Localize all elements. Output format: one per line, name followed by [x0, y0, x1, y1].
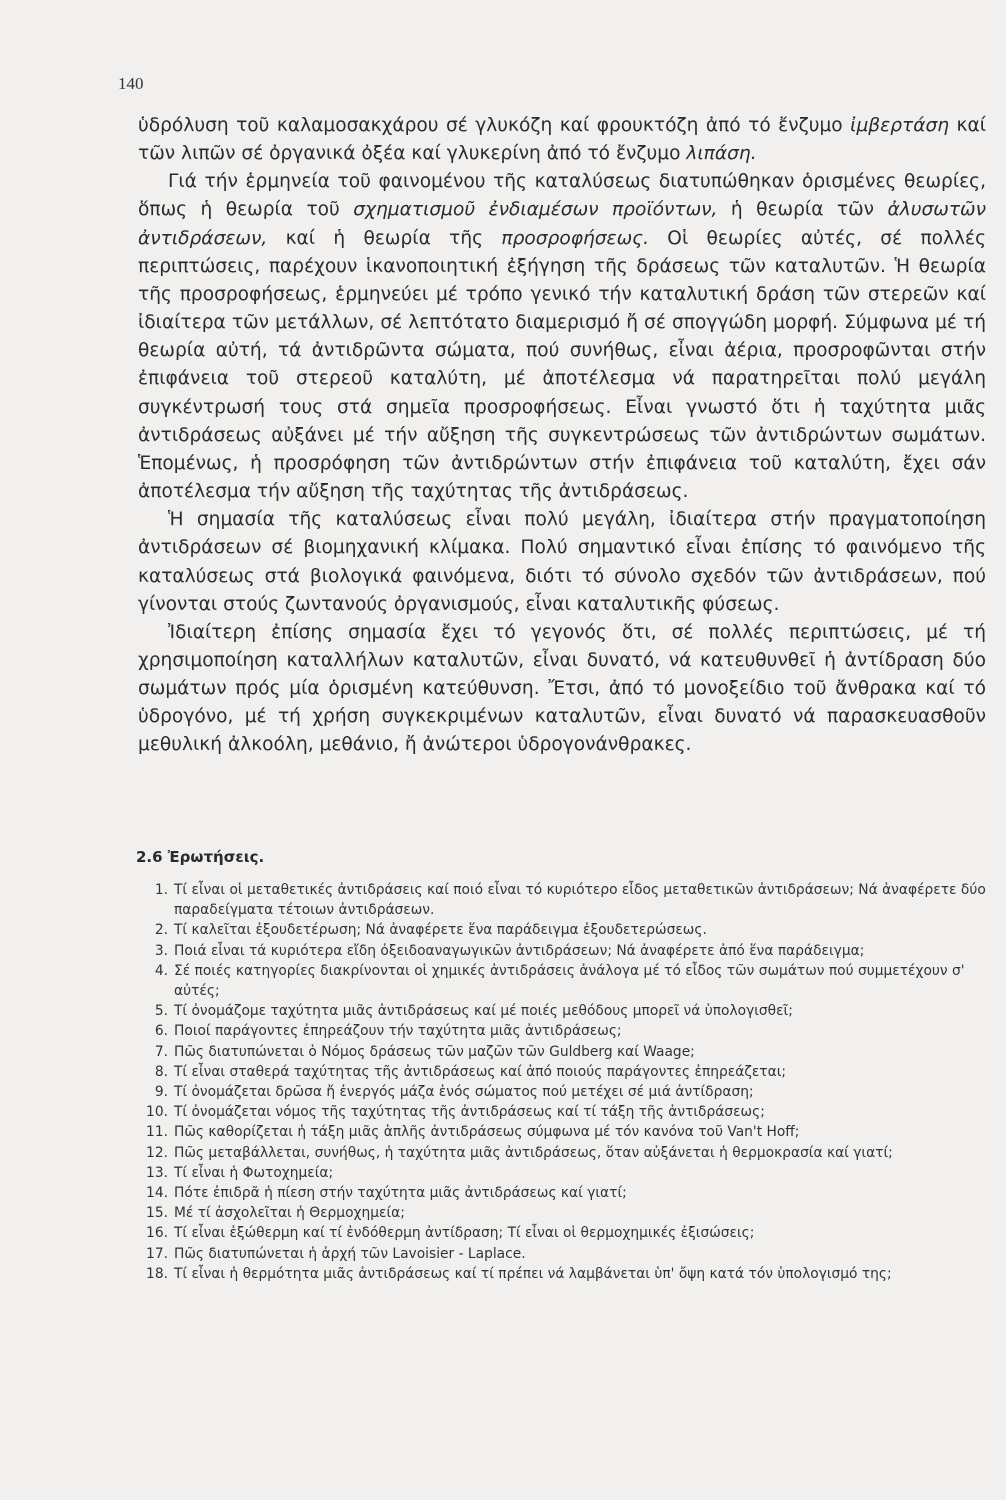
- question-item: [140, 1062, 986, 1082]
- paragraph: [138, 168, 986, 506]
- question-item: [140, 961, 986, 1001]
- question-item: [140, 920, 986, 940]
- page-number: 140: [118, 74, 144, 93]
- question-list: [140, 880, 986, 1284]
- question-number: 6.: [154, 1023, 168, 1040]
- paragraph: [138, 619, 986, 760]
- question-text: Τί εἶναι ἐξώθερμη καί τί ἐνδόθερμη ἀντίδραση; Τί εἶναι οἱ θερμοχημικές ἐξισώσεις;: [174, 1225, 755, 1242]
- question-number: 2.: [154, 922, 168, 939]
- question-text: Ποιά εἶναι τά κυριότερα εἴδη ὀξειδοαναγωγικῶν ἀντιδράσεων; Νά ἀναφέρετε ἀπό ἕνα παράδειγμα;: [174, 942, 865, 959]
- question-item: [140, 1183, 986, 1203]
- question-text: Πότε ἐπιδρᾶ ἡ πίεση στήν ταχύτητα μιᾶς ἀντιδράσεως καί γιατί;: [174, 1185, 627, 1202]
- question-number: 1.: [154, 882, 168, 898]
- italic-term: ἰμβερτάση: [850, 115, 950, 136]
- question-number: 3.: [154, 942, 168, 959]
- question-number: 18.: [146, 1265, 168, 1282]
- question-number: 8.: [154, 1063, 168, 1080]
- question-number: 12.: [146, 1144, 168, 1161]
- text-run: Οἱ θεωρίες αὐτές, σέ πολλές περιπτώσεις, παρέχουν ἱκανοποιητική ἐξήγηση τῆς δράσεως τῶν καταλυτῶν. Ἡ θεωρία τῆς προσροφήσεως, ἑρμηνεύει μέ τρόπο γενικό τήν καταλυτική δράση τῶν στερεῶν καί ἰδιαίτερα τῶν μετάλλων, σέ λεπτότατο διαμερισμό ἤ σέ σπογγώδη μορφή. Σύμφωνα μέ τή θεωρία αὐτή, τά ἀντιδρῶντα σώματα, πού συνήθως, εἶναι ἀέρια, προσροφῶνται στήν ἐπιφάνεια τοῦ στερεοῦ καταλύτη, μέ ἀποτέλεσμα νά παρατηρεῖται πολύ μεγάλη συγκέντρωσή τους στά σημεῖα προσροφήσεως. Εἶναι γνωστό ὅτι ἡ ταχύτητα μιᾶς ἀντιδράσεως αὐξάνει μέ τήν αὔξηση τῆς συγκεντρώσεως τῶν ἀντιδρώντων σωμάτων. Ἑπομένως, ἡ προσρόφηση τῶν ἀντιδρώντων στήν ἐπιφάνεια τοῦ καταλύτη, ἔχει σάν ἀποτέλεσμα τήν αὔξηση τῆς ταχύτητας τῆς ἀντιδράσεως.: [138, 227, 986, 503]
- question-text: Ποιοί παράγοντες ἐπηρεάζουν τήν ταχύτητα μιᾶς ἀντιδράσεως;: [174, 1023, 622, 1040]
- paragraph: [138, 112, 986, 168]
- italic-term: προσροφήσεως.: [501, 227, 649, 249]
- question-number: 13.: [146, 1164, 168, 1181]
- question-number: 15.: [146, 1205, 168, 1222]
- italic-term: σχηματισμοῦ ἐνδιαμέσων προϊόντων,: [353, 199, 718, 221]
- question-item: [140, 1203, 986, 1223]
- question-text: Πῶς διατυπώνεται ὁ Νόμος δράσεως τῶν μαζῶν τῶν Guldberg καί Waage;: [174, 1043, 695, 1060]
- text-run: ὑδρόλυση τοῦ καλαμοσακχάρου σέ γλυκόζη καί φρουκτόζη ἀπό τό ἔνζυμο: [138, 115, 851, 136]
- question-number: 5.: [154, 1003, 168, 1020]
- text-run: Ἰδιαίτερη ἐπίσης σημασία ἔχει τό γεγονός ὅτι, σέ πολλές περιπτώσεις, μέ τή χρησιμοποίηση καταλλήλων καταλυτῶν, εἶναι δυνατό, νά κατευθυνθεῖ ἡ ἀντίδραση δύο σωμάτων πρός μία ὁρισμένη κατεύθυνση. Ἔτσι, ἀπό τό μονοξείδιο τοῦ ἄνθρακα καί τό ὑδρογόνο, μέ τή χρήση συγκεκριμένων καταλυτῶν, εἶναι δυνατό νά παρασκευασθοῦν μεθυλική ἀλκοόλη, μεθάνιο, ἤ ἀνώτεροι ὑδρογονάνθρακες.: [138, 621, 986, 756]
- text-run: ἡ θεωρία τῶν: [717, 199, 888, 221]
- question-text: Πῶς καθορίζεται ἡ τάξη μιᾶς ἁπλῆς ἀντιδράσεως σύμφωνα μέ τόν κανόνα τοῦ Van't Hoff;: [174, 1124, 800, 1141]
- question-item: [140, 1021, 986, 1041]
- question-text: Τί καλεῖται ἐξουδετέρωση; Νά ἀναφέρετε ἕνα παράδειγμα ἐξουδετερώσεως.: [174, 922, 707, 939]
- question-text: Τί εἶναι σταθερά ταχύτητας τῆς ἀντιδράσεως καί ἀπό ποιούς παράγοντες ἐπηρεάζεται;: [174, 1063, 787, 1080]
- question-text: Τί εἶναι ἡ Φωτοχημεία;: [174, 1164, 334, 1181]
- question-item: [140, 1264, 986, 1284]
- question-item: [140, 1143, 986, 1163]
- question-number: 17.: [146, 1245, 168, 1262]
- question-number: 9.: [154, 1084, 168, 1101]
- question-item: [140, 1102, 986, 1122]
- question-text: Τί ὀνομάζομε ταχύτητα μιᾶς ἀντιδράσεως καί μέ ποιές μεθόδους μπορεῖ νά ὑπολογισθεῖ;: [174, 1003, 793, 1020]
- question-item: [140, 1223, 986, 1243]
- question-text: Τί εἶναι οἱ μεταθετικές ἀντιδράσεις καί ποιό εἶναι τό κυριότερο εἶδος μεταθετικῶν ἀντιδράσεων; Νά ἀναφέρετε δύο παραδείγματα τέτοιων ἀντιδράσεων.: [174, 882, 986, 919]
- question-number: 4.: [154, 962, 168, 979]
- question-item: [140, 1122, 986, 1142]
- italic-term: ἀλυσωτῶν ἀντιδράσεων,: [138, 199, 986, 249]
- paragraph: [138, 506, 986, 619]
- question-number: 11.: [146, 1124, 168, 1141]
- question-text: Τί ὀνομάζεται νόμος τῆς ταχύτητας τῆς ἀντιδράσεως καί τί τάξη τῆς ἀντιδράσεως;: [174, 1104, 765, 1121]
- question-number: 16.: [146, 1225, 168, 1242]
- question-text: Τί εἶναι ἡ θερμότητα μιᾶς ἀντιδράσεως καί τί πρέπει νά λαμβάνεται ὑπ' ὄψη κατά τόν ὑπολογισμό της;: [174, 1265, 892, 1282]
- question-text: Μέ τί ἀσχολεῖται ἡ Θερμοχημεία;: [174, 1205, 405, 1222]
- question-text: Πῶς διατυπώνεται ἡ ἀρχή τῶν Lavoisier - Laplace.: [174, 1245, 526, 1262]
- question-item: [140, 1001, 986, 1021]
- question-item: [140, 1163, 986, 1183]
- question-item: [140, 941, 986, 961]
- body-text: [138, 112, 986, 760]
- text-run: Γιά τήν ἑρμηνεία τοῦ φαινομένου τῆς καταλύσεως διατυπώθηκαν ὁρισμένες θεωρίες, ὅπως ἡ θεωρία τοῦ: [138, 171, 986, 221]
- question-number: 10.: [146, 1104, 168, 1121]
- question-item: [140, 880, 986, 920]
- text-run: καί τῶν λιπῶν σέ ὀργανικά ὀξέα καί γλυκερίνη ἀπό τό ἔνζυμο: [138, 115, 987, 165]
- question-item: [140, 1042, 986, 1062]
- question-item: [140, 1082, 986, 1102]
- question-number: 14.: [146, 1185, 168, 1202]
- section-heading: 2.6 Ἐρωτήσεις.: [136, 848, 265, 866]
- question-text: Πῶς μεταβάλλεται, συνήθως, ἡ ταχύτητα μιᾶς ἀντιδράσεως, ὅταν αὐξάνεται ἡ θερμοκρασία καί γιατί;: [174, 1144, 893, 1161]
- question-text: Σέ ποιές κατηγορίες διακρίνονται οἱ χημικές ἀντιδράσεις ἀνάλογα μέ τό εἶδος τῶν σωμάτων πού συμμετέχουν σ' αὐτές;: [174, 962, 965, 1000]
- question-number: 7.: [154, 1043, 168, 1060]
- question-text: Τί ὀνομάζεται δρῶσα ἤ ἐνεργός μάζα ἑνός σώματος πού μετέχει σέ μιά ἀντίδραση;: [174, 1084, 754, 1101]
- text-run: Ἡ σημασία τῆς καταλύσεως εἶναι πολύ μεγάλη, ἰδιαίτερα στήν πραγματοποίηση ἀντιδράσεων σέ βιομηχανική κλίμακα. Πολύ σημαντικό εἶναι ἐπίσης τό φαινόμενο τῆς καταλύσεως στά βιολογικά φαινόμενα, διότι τό σύνολο σχεδόν τῶν ἀντιδράσεων, πού γίνονται στούς ζωντανούς ὀργανισμούς, εἶναι καταλυτικῆς φύσεως.: [138, 509, 986, 615]
- question-item: [140, 1244, 986, 1264]
- italic-term: λιπάση.: [686, 143, 757, 165]
- text-run: καί ἡ θεωρία τῆς: [267, 227, 502, 249]
